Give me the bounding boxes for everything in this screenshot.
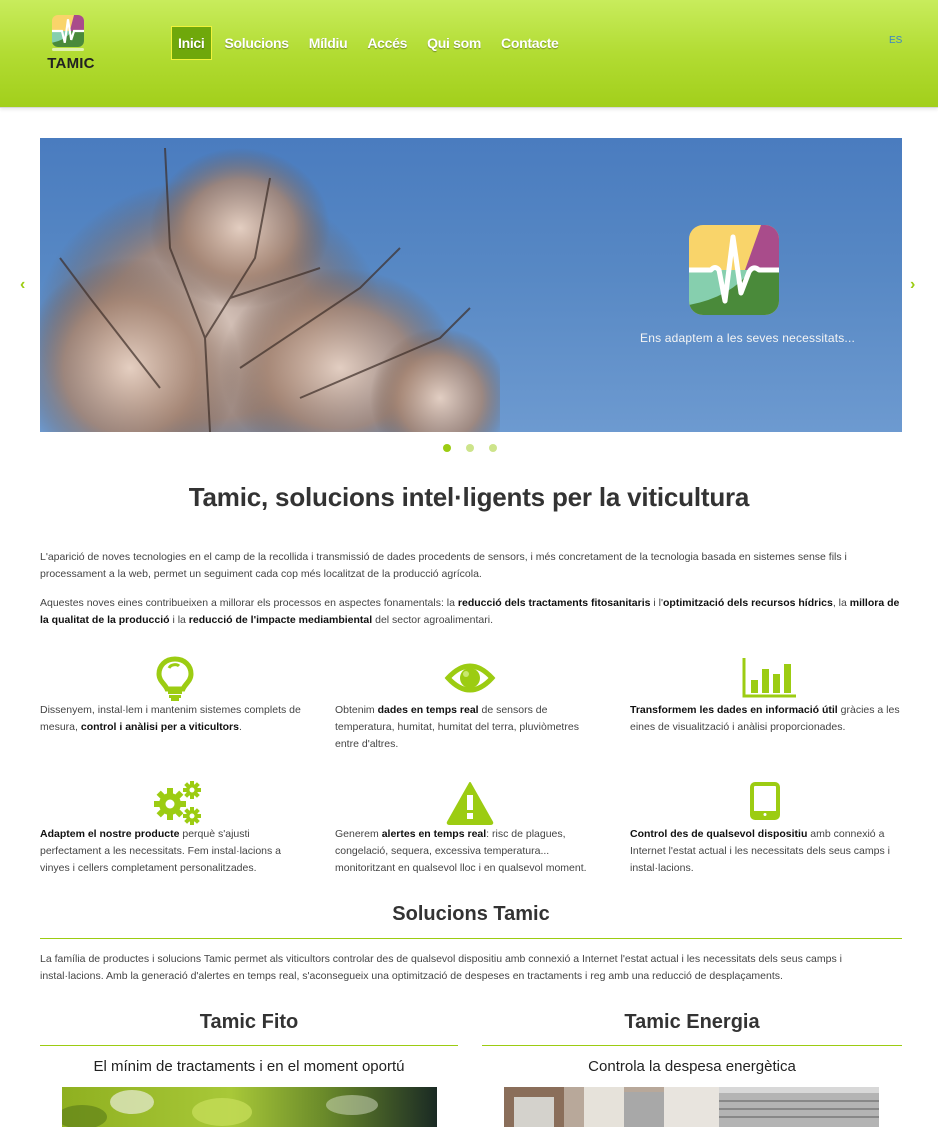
slider-pagination — [443, 444, 512, 452]
winery-tanks-image[interactable] — [504, 1087, 879, 1127]
nav-solucions[interactable]: Solucions — [224, 35, 289, 51]
logo[interactable] — [47, 15, 97, 73]
feature-text: Adaptem el nostre producte perquè s'ajusti perfectament a les necessitats. Fem instal·lacions a vinyes i cellers completament personalitzades. — [40, 828, 282, 874]
slider-dot-2[interactable] — [466, 444, 474, 452]
gears-icon — [150, 780, 210, 826]
nav-contacte[interactable]: Contacte — [501, 35, 559, 51]
feature-text: Transformem les dades en informació útil gràcies a les eines de visualització i anàlisi proporcionades. — [630, 704, 900, 733]
logo-reflection — [52, 48, 84, 51]
language-switch-es[interactable]: ES — [889, 35, 903, 46]
tablet-icon — [735, 780, 795, 826]
divider — [40, 938, 902, 939]
divider — [40, 1045, 458, 1046]
logo-text: TAMIC — [47, 55, 95, 72]
slide-caption: Ens adaptem a les seves necessitats... — [640, 331, 856, 345]
feature-text: Dissenyem, instal·lem i mantenim sistemes complets de mesura, control i anàlisi per a viticultors. — [40, 704, 301, 733]
page-title: Tamic, solucions intel·ligents per la viticultura — [188, 482, 750, 512]
tamic-app-icon — [689, 225, 779, 315]
product-subtitle-fito: El mínim de tractaments i en el moment oportú — [93, 1058, 405, 1075]
warning-icon — [440, 780, 500, 826]
site-header — [0, 0, 938, 108]
feature-text: Control des de qualsevol dispositiu amb connexió a Internet l'estat actual i les necessitats dels seus camps i instal·lacions. — [630, 828, 890, 874]
product-title-fito[interactable]: Tamic Fito — [199, 1011, 299, 1033]
product-title-energia[interactable]: Tamic Energia — [624, 1011, 760, 1033]
bar-chart-icon — [740, 656, 800, 702]
intro-paragraph-2: Aquestes noves eines contribueixen a millorar els processos en aspectes fonamentals: la reducció dels tractaments fitosanitaris i l'optimització dels recursos hídrics, la millora de la qualitat de la producció i la reducció de l'impacte mediambiental del sector agroalimentari. — [40, 597, 900, 626]
eye-icon — [440, 656, 500, 702]
main-nav — [171, 26, 572, 60]
slider-prev-arrow-icon[interactable]: ‹ — [20, 276, 26, 293]
nav-mildiu[interactable]: Míldiu — [308, 35, 348, 51]
solutions-title: Solucions Tamic — [392, 903, 550, 925]
vineyard-leaves-image[interactable] — [62, 1087, 437, 1127]
hero-slider — [40, 138, 902, 432]
feature-text: Obtenim dades en temps real de sensors de temperatura, humitat, humitat del terra, pluviòmetres entre d'altres. — [335, 704, 579, 750]
nav-inici[interactable]: Inici — [171, 26, 212, 60]
slider-dot-1[interactable] — [443, 444, 451, 452]
blossom-tree-image — [40, 138, 500, 432]
slider-next-arrow-icon[interactable]: › — [910, 276, 916, 293]
product-subtitle-energia: Controla la despesa energètica — [588, 1058, 796, 1075]
nav-qui-som[interactable]: Qui som — [427, 35, 482, 51]
tamic-logo-icon — [52, 15, 84, 47]
nav-acces[interactable]: Accés — [367, 35, 408, 51]
slider-dot-3[interactable] — [489, 444, 497, 452]
feature-text: Generem alertes en temps real: risc de plagues, congelació, sequera, excessiva temperatura... monitoritzant en qualsevol lloc i en qualsevol moment. — [335, 828, 587, 874]
divider — [482, 1045, 902, 1046]
solutions-paragraph: La família de productes i solucions Tamic permet als viticultors controlar des de qualsevol dispositiu amb connexió a Internet l'estat actual i les necessitats dels seus camps i instal·lacions. Amb la generació d'alertes en temps real, s'aconsegueix una optimització de despeses en tractaments i reg amb una reducció de desplaçaments. — [40, 953, 842, 982]
lightbulb-icon — [145, 656, 205, 702]
intro-paragraph-1: L'aparició de noves tecnologies en el camp de la recollida i transmissió de dades procedents de sensors, i més concretament de la tecnologia basada en sistemes sense fils i processament a la web, permet un seguiment cada cop més localitzat de la producció agrícola. — [40, 551, 847, 580]
